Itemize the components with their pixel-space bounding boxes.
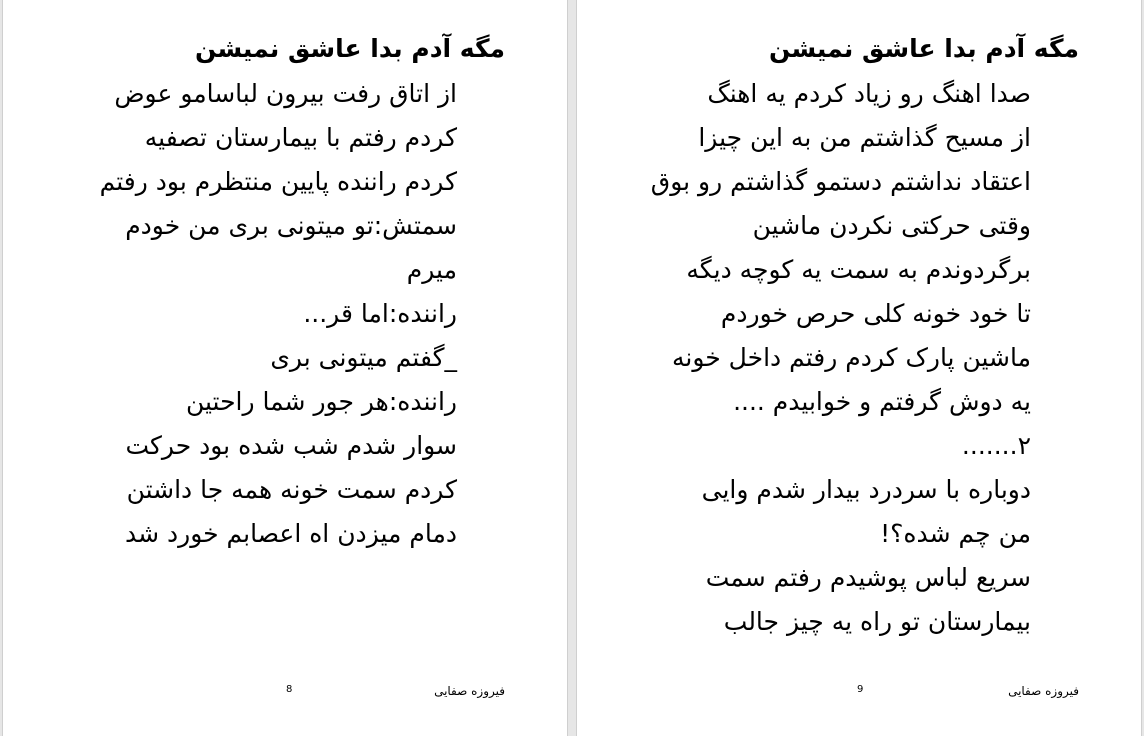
text-line: برگردوندم به سمت یه کوچه دیگه xyxy=(686,255,1031,284)
text-line: یه دوش گرفتم و خوابیدم .... xyxy=(733,387,1031,416)
text-line: سریع لباس پوشیدم رفتم سمت xyxy=(705,563,1031,592)
text-line: دوباره با سردرد بیدار شدم وایی xyxy=(701,475,1031,504)
text-line: تا خود خونه کلی حرص خوردم xyxy=(720,299,1031,328)
text-line: _گفتم میتونی بری xyxy=(270,343,457,372)
text-line: ماشین پارک کردم رفتم داخل خونه xyxy=(672,343,1031,372)
text-line: از اتاق رفت بیرون لباسامو عوض xyxy=(114,79,457,108)
text-line: کردم سمت خونه همه جا داشتن xyxy=(126,475,457,504)
text-line: راننده:اما قر... xyxy=(303,299,457,328)
page-9 xyxy=(576,0,1142,736)
page-8 xyxy=(2,0,568,736)
text-line: کردم رفتم با بیمارستان تصفیه xyxy=(144,123,457,152)
text-line: راننده:هر جور شما راحتین xyxy=(185,387,457,416)
text-line: من چم شده؟! xyxy=(880,519,1031,548)
text-line: اعتقاد نداشتم دستمو گذاشتم رو بوق xyxy=(650,167,1031,196)
text-line: کردم راننده پایین منتظرم بود رفتم xyxy=(99,167,457,196)
text-line: وقتی حرکتی نکردن ماشین xyxy=(752,211,1031,240)
text-line: سوار شدم شب شده بود حرکت xyxy=(125,431,457,460)
page-number: 9 xyxy=(857,684,864,695)
text-line: سمتش:تو میتونی بری من خودم xyxy=(125,211,457,240)
page-text xyxy=(631,72,1031,644)
text-line: صدا اهنگ رو زیاد کردم یه اهنگ xyxy=(707,79,1031,108)
page-text xyxy=(77,72,457,556)
text-line: بیمارستان تو راه یه چیز جالب xyxy=(723,607,1031,636)
text-line: میرم xyxy=(406,255,457,284)
footer-author: فیروزه صفایی xyxy=(1008,684,1079,698)
text-line: دمام میزدن اه اعصابم خورد شد xyxy=(124,519,457,548)
page-number: 8 xyxy=(286,684,293,695)
text-line: از مسیح گذاشتم من به این چیزا xyxy=(698,123,1031,152)
page-title: مگه آدم بدا عاشق نمیشن xyxy=(769,34,1079,63)
page-title: مگه آدم بدا عاشق نمیشن xyxy=(195,34,505,63)
footer-author: فیروزه صفایی xyxy=(434,684,505,698)
text-line: ۲....... xyxy=(961,431,1031,460)
